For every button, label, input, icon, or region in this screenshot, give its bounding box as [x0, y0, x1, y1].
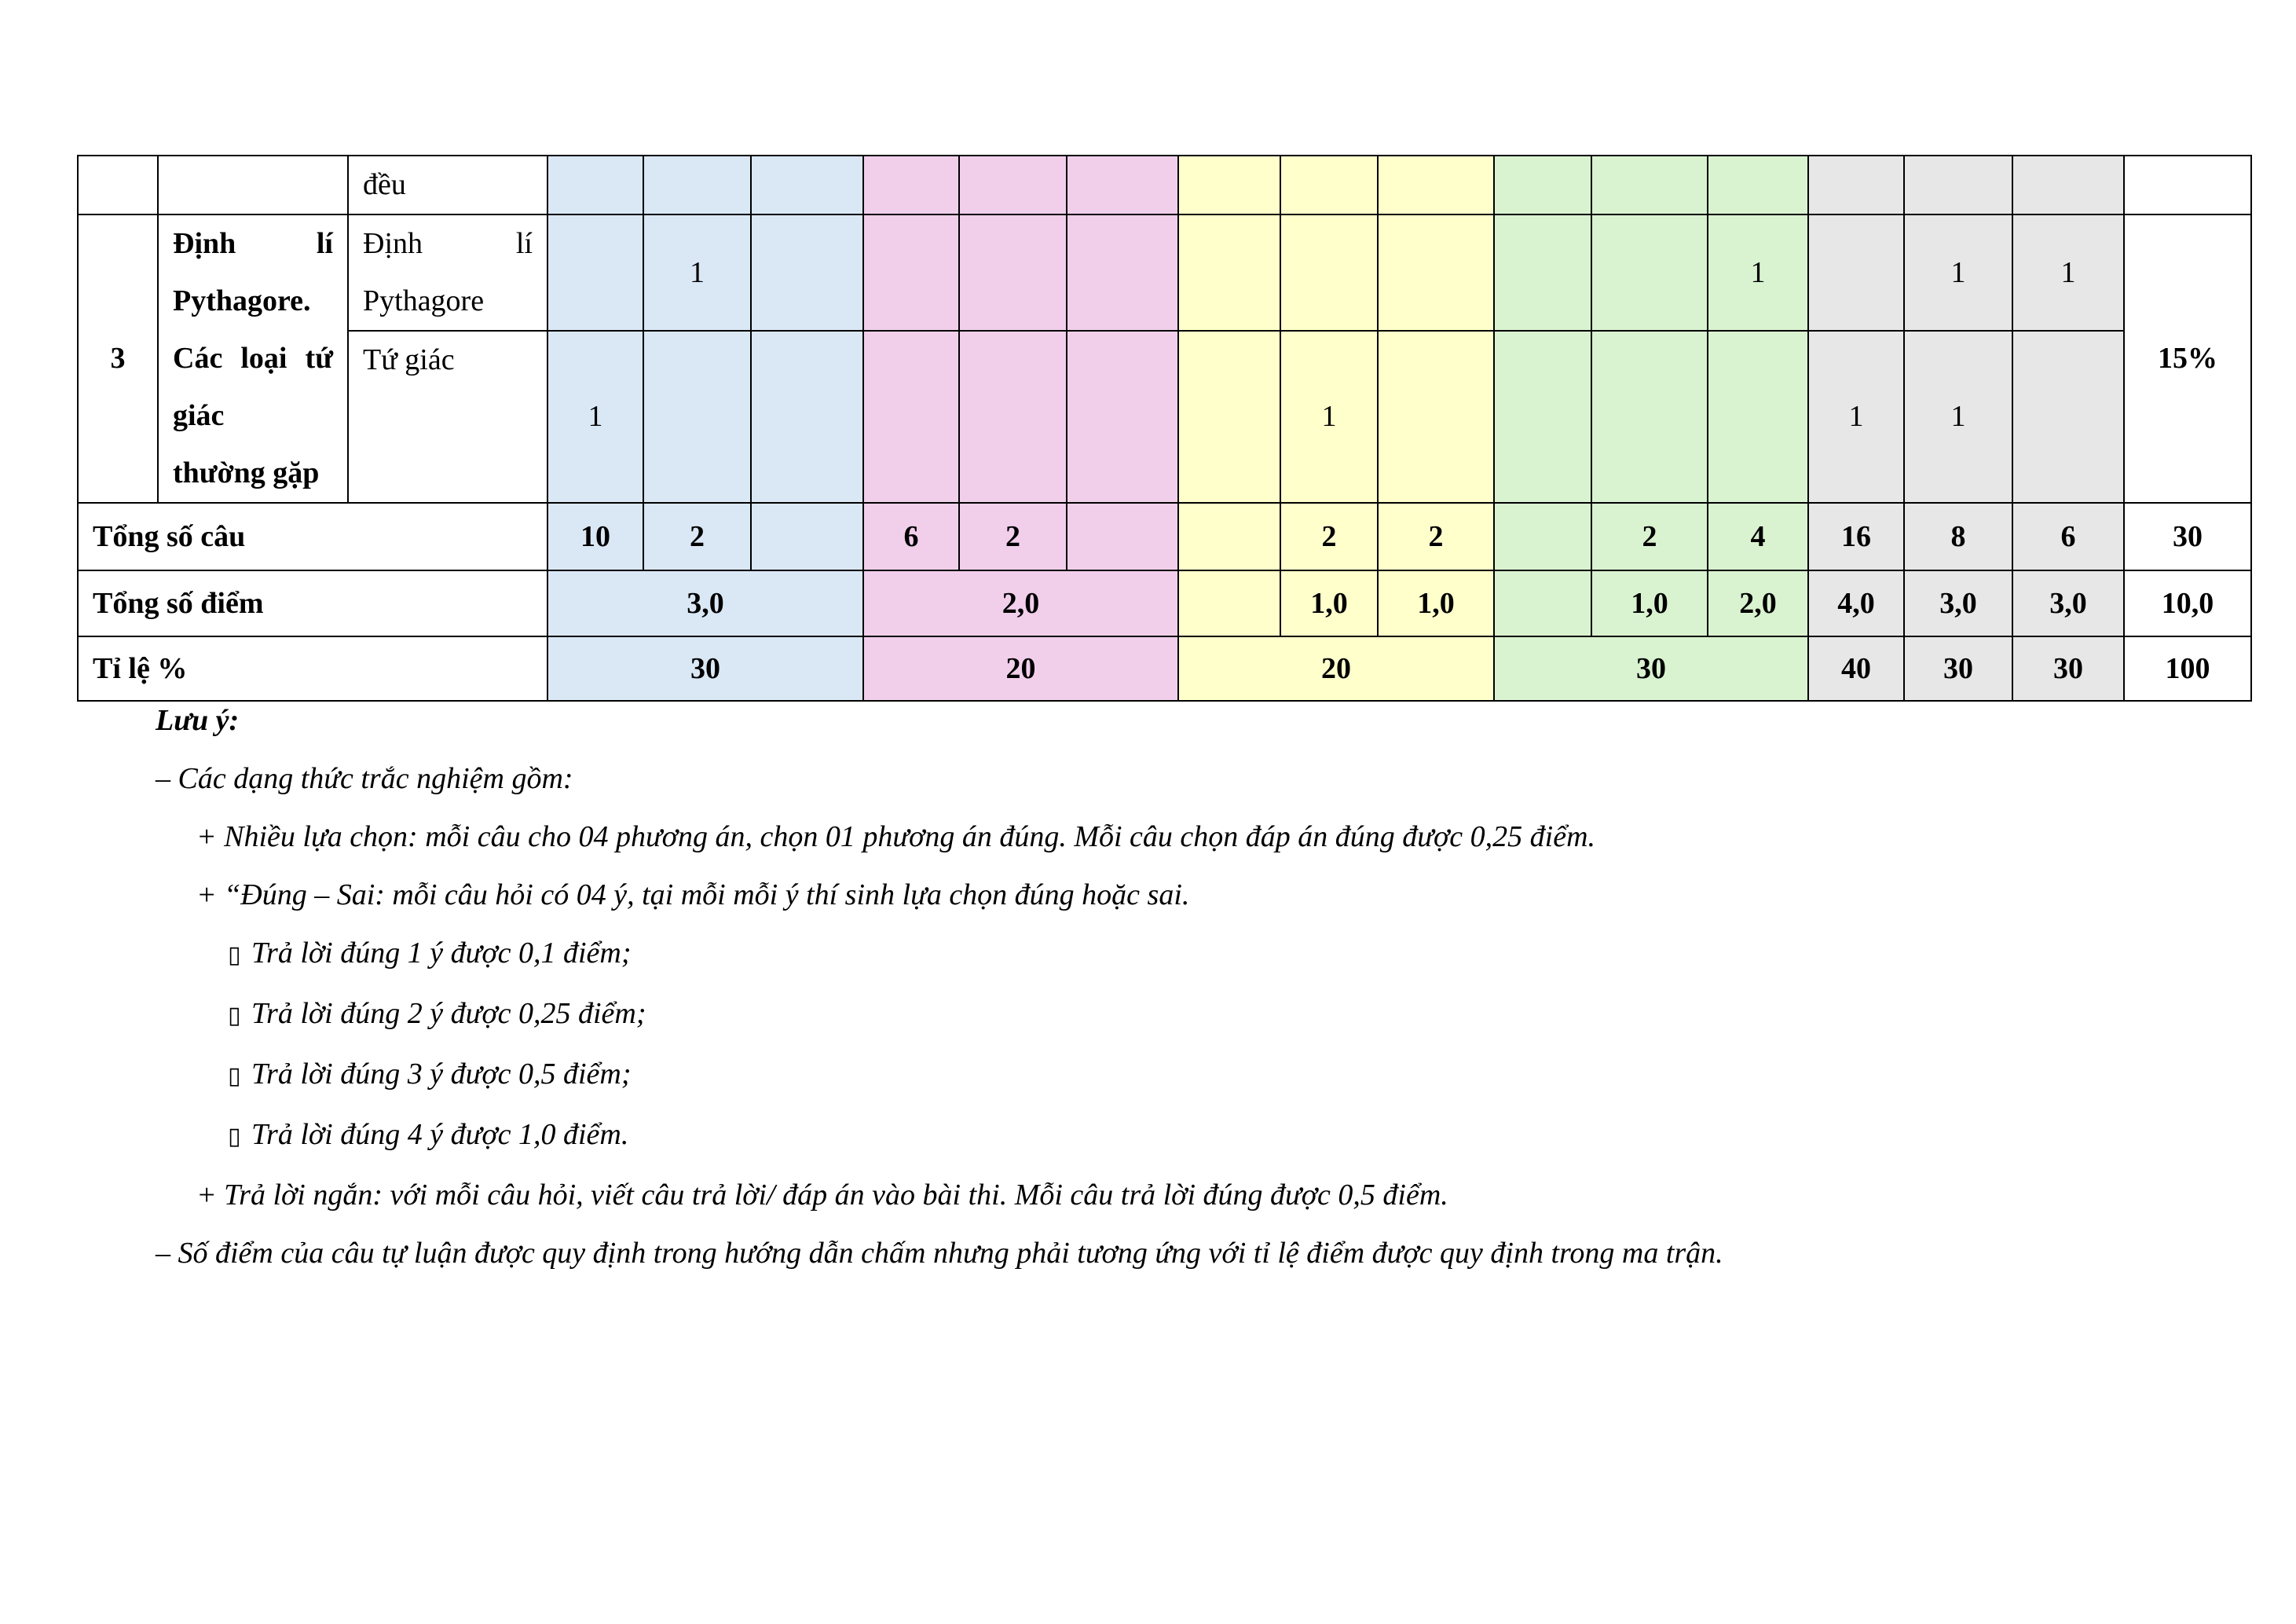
table-cell — [1591, 331, 1708, 503]
table-cell — [751, 503, 863, 570]
table-cell — [547, 214, 643, 331]
table-cell: 30 — [2012, 636, 2124, 701]
table-cell: 1,0 — [1378, 570, 1494, 636]
table-cell — [959, 331, 1067, 503]
table-cell: 4,0 — [1808, 570, 1904, 636]
table-cell: 8 — [1904, 503, 2012, 570]
table-cell: 30 — [547, 636, 863, 701]
note-line: – Số điểm của câu tự luận được quy định trong hướng dẫn chấm nhưng phải tương ứng với tỉ lệ điểm được quy định trong ma trận. — [156, 1237, 1723, 1270]
notes-title: Lưu ý: — [156, 704, 240, 737]
table-cell: 1 — [1808, 331, 1904, 503]
table-cell — [158, 156, 348, 214]
note-line: + Trả lời ngắn: với mỗi câu hỏi, viết câu trả lời/ đáp án vào bài thi. Mỗi câu trả lời đúng được 0,5 điểm. — [196, 1179, 1448, 1212]
continued-row — [78, 156, 2251, 214]
table-cell: 1,0 — [1280, 570, 1378, 636]
table-cell: 2 — [643, 503, 751, 570]
table-cell — [643, 331, 751, 503]
table-cell: 3,0 — [2012, 570, 2124, 636]
table-cell: 3,0 — [547, 570, 863, 636]
table-cell: 2,0 — [863, 570, 1178, 636]
note-bullet: ▯ Trả lời đúng 4 ý được 1,0 điểm. — [156, 1105, 2198, 1166]
table-cell — [2012, 331, 2124, 503]
content-cell: Định lí Pythagore — [348, 214, 547, 331]
table-cell — [1708, 156, 1808, 214]
table-cell: 30 — [1904, 636, 2012, 701]
topic-row — [78, 331, 2251, 503]
table-cell — [863, 156, 959, 214]
note-bullet: ▯ Trả lời đúng 1 ý được 0,1 điểm; — [156, 924, 2198, 984]
table-cell — [751, 156, 863, 214]
bullet-icon: ▯ — [228, 1002, 241, 1029]
table-cell — [1378, 156, 1494, 214]
table-cell — [1378, 331, 1494, 503]
table-cell — [1178, 156, 1280, 214]
table-cell — [1494, 156, 1591, 214]
table-cell — [1067, 503, 1178, 570]
note-bullet: ▯ Trả lời đúng 3 ý được 0,5 điểm; — [156, 1045, 2198, 1105]
table-cell — [751, 214, 863, 331]
assessment-matrix-table — [77, 155, 2252, 702]
table-cell: 20 — [1178, 636, 1494, 701]
table-cell — [1591, 156, 1708, 214]
table-cell — [2012, 156, 2124, 214]
table-cell: 2,0 — [1708, 570, 1808, 636]
row-label: Tổng số điểm — [78, 570, 547, 636]
table-cell: 16 — [1808, 503, 1904, 570]
topic-percent: 15% — [2124, 214, 2251, 503]
table-cell: 1 — [547, 331, 643, 503]
note-bullet: ▯ Trả lời đúng 2 ý được 0,25 điểm; — [156, 984, 2198, 1045]
bullet-icon: ▯ — [228, 941, 241, 969]
table-cell — [1494, 214, 1591, 331]
table-cell — [1280, 156, 1378, 214]
notes-section — [156, 691, 2198, 1282]
total-points-row — [78, 570, 2251, 636]
table-cell — [1808, 156, 1904, 214]
row-label: Tỉ lệ % — [78, 636, 547, 701]
table-cell: 1 — [2012, 214, 2124, 331]
table-cell: 10,0 — [2124, 570, 2251, 636]
topic-number: 3 — [78, 214, 158, 503]
table-cell: 2 — [1591, 503, 1708, 570]
table-cell — [1178, 214, 1280, 331]
table-cell — [1494, 331, 1591, 503]
bullet-icon: ▯ — [228, 1123, 241, 1150]
table-cell — [1494, 503, 1591, 570]
table-cell — [959, 214, 1067, 331]
table-cell: 30 — [1494, 636, 1808, 701]
total-questions-row — [78, 503, 2251, 570]
table-cell — [1178, 331, 1280, 503]
row-label: Tổng số câu — [78, 503, 547, 570]
note-line: – Các dạng thức trắc nghiệm gồm: — [156, 762, 573, 795]
topic-name: Định lí Pythagore. Các loại tứ giác thường gặp — [158, 214, 348, 503]
content-cell: Tứ giác — [348, 331, 547, 503]
table-cell — [1178, 503, 1280, 570]
table-cell: 1 — [1280, 331, 1378, 503]
table-cell: 1,0 — [1591, 570, 1708, 636]
table-cell — [1067, 214, 1178, 331]
table-cell — [1494, 570, 1591, 636]
table-cell — [2124, 156, 2251, 214]
table-cell: 3,0 — [1904, 570, 2012, 636]
topic-row — [78, 214, 2251, 331]
table-cell — [1280, 214, 1378, 331]
table-cell: 20 — [863, 636, 1178, 701]
table-cell — [863, 331, 959, 503]
table-cell: 40 — [1808, 636, 1904, 701]
table-cell — [959, 156, 1067, 214]
table-cell — [1591, 214, 1708, 331]
table-cell: 6 — [863, 503, 959, 570]
table-cell: 4 — [1708, 503, 1808, 570]
table-cell — [1178, 570, 1280, 636]
table-cell — [78, 156, 158, 214]
content-cell: đều — [348, 156, 547, 214]
table-cell: 100 — [2124, 636, 2251, 701]
table-cell — [1067, 156, 1178, 214]
table-cell: 2 — [1378, 503, 1494, 570]
table-cell: 2 — [1280, 503, 1378, 570]
table-cell — [547, 156, 643, 214]
table-cell — [1808, 214, 1904, 331]
table-cell — [863, 214, 959, 331]
bullet-icon: ▯ — [228, 1062, 241, 1090]
table-cell — [1708, 331, 1808, 503]
table-cell: 2 — [959, 503, 1067, 570]
note-line: + Nhiều lựa chọn: mỗi câu cho 04 phương án, chọn 01 phương án đúng. Mỗi câu chọn đáp án đúng được 0,25 điểm. — [196, 820, 1596, 853]
table-cell — [643, 156, 751, 214]
table-cell: 1 — [1904, 214, 2012, 331]
table-cell — [1067, 331, 1178, 503]
table-cell: 30 — [2124, 503, 2251, 570]
table-cell: 10 — [547, 503, 643, 570]
table-cell: 1 — [643, 214, 751, 331]
table-cell — [1378, 214, 1494, 331]
table-cell: 6 — [2012, 503, 2124, 570]
table-cell: 1 — [1904, 331, 2012, 503]
table-cell — [751, 331, 863, 503]
note-line: + “Đúng – Sai: mỗi câu hỏi có 04 ý, tại mỗi mỗi ý thí sinh lựa chọn đúng hoặc sai. — [196, 878, 1190, 911]
table-cell: 1 — [1708, 214, 1808, 331]
table-cell — [1904, 156, 2012, 214]
